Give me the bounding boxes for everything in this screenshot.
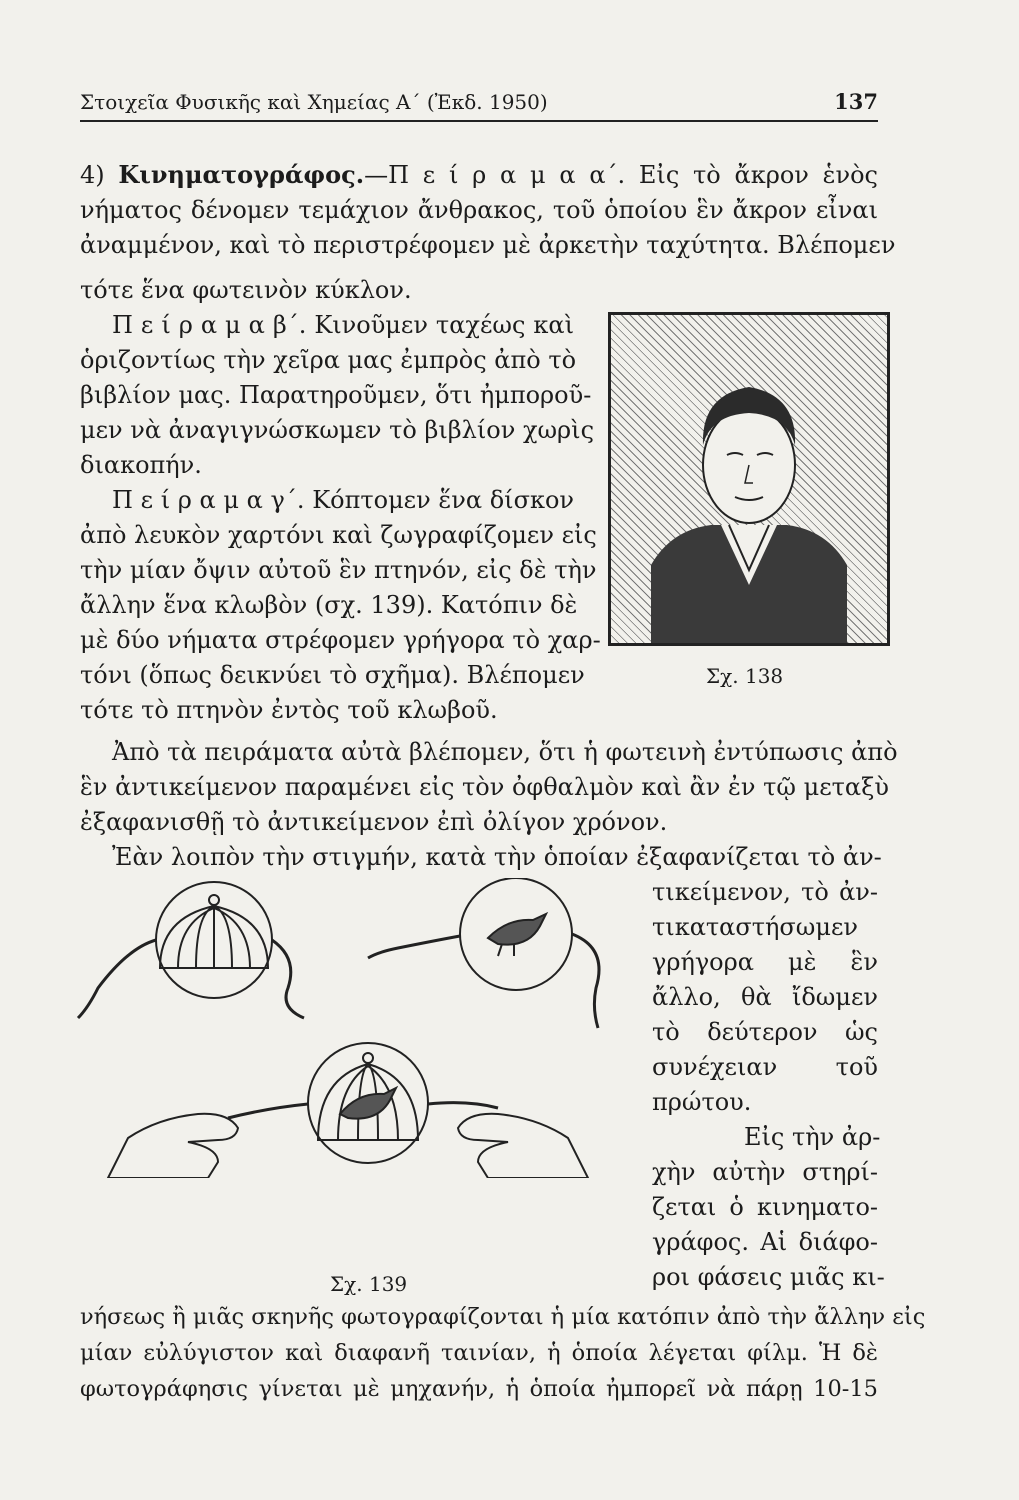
paragraph-line: ὁριζοντίως τὴν χεῖρα μας ἐμπρὸς ἀπὸ τὸ: [80, 346, 577, 374]
paragraph-line: τὴν μίαν ὄψιν αὐτοῦ ἓν πτηνόν, εἰς δὲ τὴν: [80, 556, 597, 584]
paragraph-line: βιβλίον μας. Παρατηροῦμεν, ὅτι ἠμποροῦ-: [80, 381, 592, 409]
paragraph-line: τὸ δεύτερον ὡς: [652, 1018, 878, 1046]
figure-139-caption: Σχ. 139: [330, 1272, 408, 1296]
paragraph-line: μεν νὰ ἀναγιγνώσκωμεν τὸ βιβλίον χωρὶς: [80, 416, 595, 444]
paragraph-line: ἀπὸ λευκὸν χαρτόνι καὶ ζωγραφίζομεν εἰς: [80, 521, 597, 549]
paragraph-line: Π ε ί ρ α μ α γ΄. Κόπτομεν ἕνα δίσκον: [112, 486, 574, 514]
paragraph-line: Ἐὰν λοιπὸν τὴν στιγμήν, κατὰ τὴν ὁποίαν ἐξαφανίζεται τὸ ἀν-: [112, 843, 882, 871]
paragraph-line: πρώτου.: [652, 1088, 752, 1116]
running-header: [80, 86, 878, 122]
portrait-illustration: [608, 312, 890, 646]
paragraph-line: ἐξαφανισθῇ τὸ ἀντικείμενον ἐπὶ ὀλίγον χρόνον.: [80, 808, 668, 836]
paragraph-line: ἓν ἀντικείμενον παραμένει εἰς τὸν ὀφθαλμὸν καὶ ἂν ἐν τῷ μεταξὺ: [80, 773, 889, 801]
paragraph-line: χὴν αὐτὴν στηρί-: [652, 1158, 878, 1186]
paragraph-line: μὲ δύο νήματα στρέφομεν γρήγορα τὸ χαρ-: [80, 626, 601, 654]
paragraph-line: ἀναμμένον, καὶ τὸ περιστρέφομεν μὲ ἀρκετὴν ταχύτητα. Βλέπομεν: [80, 231, 896, 259]
paragraph-line: ζεται ὁ κινηματο-: [652, 1193, 878, 1221]
thaumatrope-illustration: [68, 878, 608, 1178]
paragraph-line: νήματος δένομεν τεμάχιον ἄνθρακος, τοῦ ὁποίου ἓν ἄκρον εἶναι: [80, 196, 878, 224]
thaumatrope-drawing: [68, 878, 608, 1178]
paragraph-line: [80, 158, 878, 193]
paragraph-line: διακοπήν.: [80, 451, 202, 479]
paragraph-line: γρήγορα μὲ ἓν: [652, 948, 878, 976]
paragraph-line: Ἀπὸ τὰ πειράματα αὐτὰ βλέπομεν, ὅτι ἡ φωτεινὴ ἐντύπωσις ἀπὸ: [112, 738, 898, 766]
paragraph-line: Εἰς τὴν ἀρ-: [744, 1123, 881, 1151]
paragraph-line: φωτογράφησις γίνεται μὲ μηχανήν, ἡ ὁποία ἠμπορεῖ νὰ πάρῃ 10-15: [80, 1376, 878, 1402]
paragraph-line: νήσεως ἢ μιᾶς σκηνῆς φωτογραφίζονται ἡ μία κατόπιν ἀπὸ τὴν ἄλλην εἰς: [80, 1304, 926, 1330]
section-number: 4): [80, 161, 119, 189]
paragraph-line: Π ε ί ρ α μ α β΄. Κινοῦμεν ταχέως καὶ: [112, 311, 574, 339]
portrait-drawing: [611, 315, 887, 643]
paragraph-line: μίαν εὐλύγιστον καὶ διαφανῆ ταινίαν, ἡ ὁποία λέγεται φίλμ. Ἡ δὲ: [80, 1340, 878, 1366]
header-title: Στοιχεῖα Φυσικῆς καὶ Χημείας Α΄ (Ἐκδ. 1950): [80, 90, 548, 114]
paragraph-line: συνέχειαν τοῦ: [652, 1053, 878, 1081]
paragraph-line: ἄλλο, θὰ ἴδωμεν: [652, 983, 878, 1011]
paragraph-line: ἄλλην ἕνα κλωβὸν (σχ. 139). Κατόπιν δὲ: [80, 591, 578, 619]
paragraph-line: γράφος. Αἱ διάφο-: [652, 1228, 878, 1256]
section-heading: Κινηματογράφος.: [118, 160, 365, 189]
line-text: —Π ε ί ρ α μ α α΄. Εἰς τὸ ἄκρον ἑνὸς: [364, 161, 878, 189]
figure-138-caption: Σχ. 138: [706, 664, 784, 688]
paragraph-line: τόνι (ὅπως δεικνύει τὸ σχῆμα). Βλέπομεν: [80, 661, 585, 689]
page-number: 137: [834, 89, 878, 114]
paragraph-line: ροι φάσεις μιᾶς κι-: [652, 1263, 885, 1291]
paragraph-line: τότε ἕνα φωτεινὸν κύκλον.: [80, 276, 412, 304]
paragraph-line: τότε τὸ πτηνὸν ἐντὸς τοῦ κλωβοῦ.: [80, 696, 498, 724]
paragraph-line: τικείμενον, τὸ ἀν-: [652, 878, 878, 906]
paragraph-line: τικαταστήσωμεν: [652, 913, 858, 941]
